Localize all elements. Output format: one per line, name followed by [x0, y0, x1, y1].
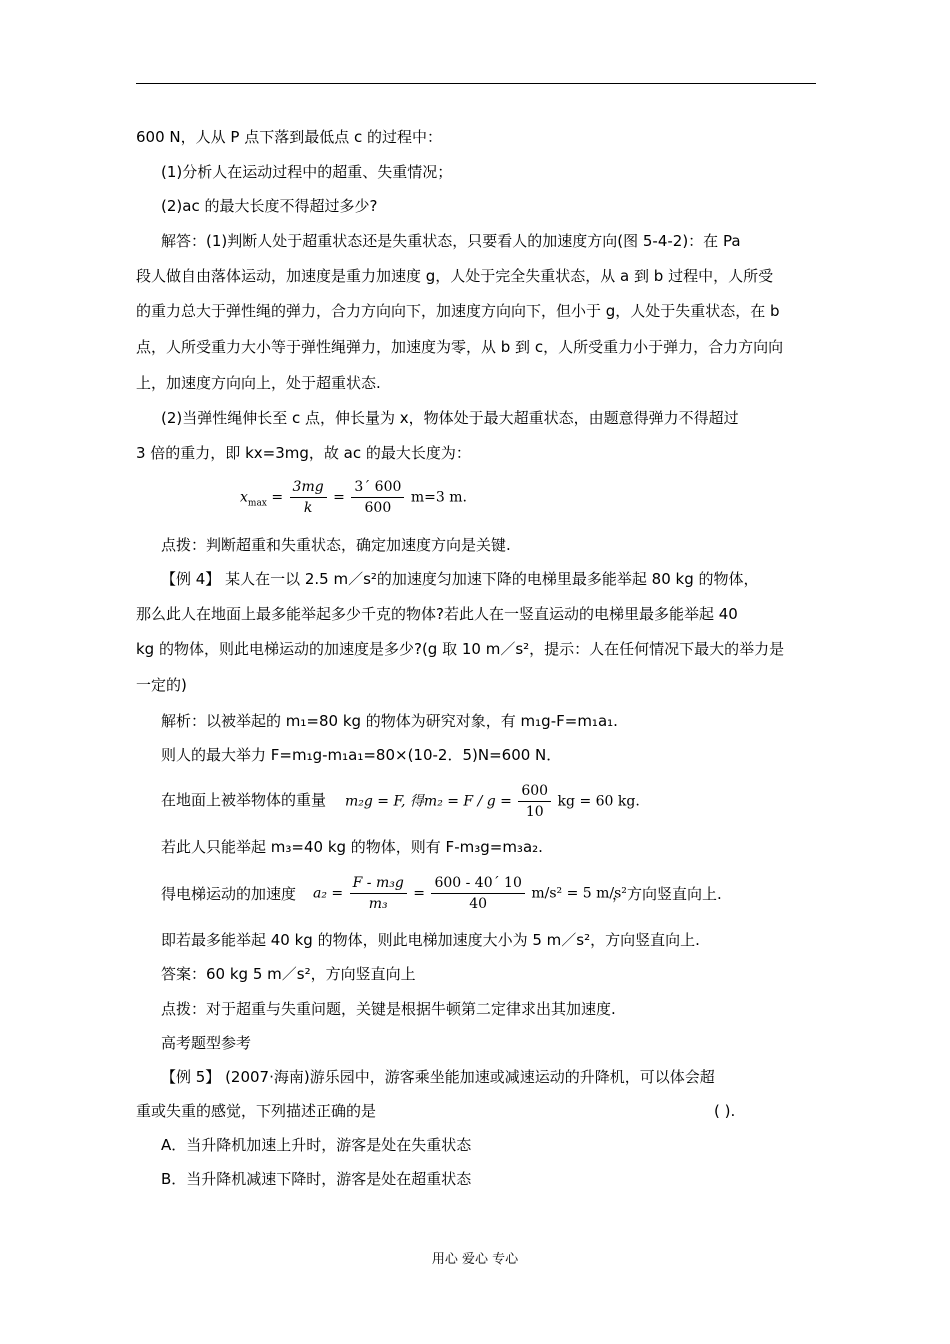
fraction-denominator: 600 — [364, 500, 392, 516]
text-line: 则人的最大举力 F=m₁g-m₁a₁=80×(10-2．5)N=600 N． — [161, 746, 562, 764]
text-line: 一定的) — [136, 676, 187, 694]
text-line: 【例 4】 某人在一以 2.5 m／s²的加速度匀加速下降的电梯里最多能举起 80 kg 的物体， — [161, 570, 759, 588]
text-line: 的重力总大于弹性绳的弹力，合力方向向下，加速度方向向下，但小于 g，人处于失重状态，在 b — [136, 302, 780, 320]
text-line: 解答：(1)判断人处于超重状态还是失重状态，只要看人的加速度方向(图 5-4-2)：在 Pa — [161, 232, 741, 250]
formula-var: x — [240, 489, 248, 506]
fraction — [351, 478, 404, 517]
text-line: 得电梯运动的加速度 — [161, 885, 297, 903]
formula-tail: kg = 60 kg. — [557, 793, 640, 810]
text-line: 段人做自由落体运动，加速度是重力加速度 g，人处于完全失重状态，从 a 到 b 过程中，人所受 — [136, 267, 774, 285]
formula-weight — [345, 782, 640, 821]
fraction-numerator: F - m₃g — [350, 874, 407, 894]
formula-tail: m=3 m. — [410, 489, 467, 506]
fraction-numerator: 3mg — [290, 478, 327, 498]
fraction-denominator: 10 — [525, 804, 544, 820]
text-line: 若此人只能举起 m₃=40 kg 的物体，则有 F-m₃g=m₃a₂. — [161, 838, 543, 856]
formula-acceleration: a₂ = $\frac{\text{F - m₃g}}{\text{m₃}}$ = $\frac{600 - 40´ 10}{40}$ m/s² = 5 m/s² — [313, 875, 627, 912]
formula-xmax — [240, 478, 467, 517]
text-line: 解析：以被举起的 m₁=80 kg 的物体为研究对象，有 m₁g-F=m₁a₁. — [161, 712, 618, 730]
formula-tail: m/s² = 5 m/s² — [531, 885, 627, 902]
text-line: 高考题型参考 — [161, 1034, 252, 1052]
text-line: 上，加速度方向向上，处于超重状态. — [136, 374, 381, 392]
formula-eq: = — [333, 489, 345, 506]
fraction-denominator: m₃ — [368, 896, 388, 912]
fraction-numerator: 600 - 40´ 10 — [431, 874, 524, 894]
text-line: 3 倍的重力，即 kx=3mg，故 ac 的最大长度为： — [136, 444, 471, 462]
text-line: kg 的物体，则此电梯运动的加速度是多少?(g 取 10 m／s²，提示：人在任何情况下最大的举力是 — [136, 640, 785, 658]
text-line: (2)当弹性绳伸长至 c 点，伸长量为 x，物体处于最大超重状态，由题意得弹力不得超过 — [161, 409, 739, 427]
formula-eq: = — [271, 489, 284, 506]
formula-expression: m₂g = F, 得m₂ = F / g = — [345, 793, 512, 810]
text-line: 重或失重的感觉，下列描述正确的是 — [136, 1102, 377, 1120]
text-line: (2)ac 的最大长度不得超过多少? — [161, 197, 378, 215]
option-a: A．当升降机加速上升时，游客是处在失重状态 — [161, 1136, 472, 1154]
text-line: 点拨：判断超重和失重状态，确定加速度方向是关键. — [161, 536, 511, 554]
fraction — [290, 478, 327, 517]
fraction-denominator: 40 — [469, 896, 488, 912]
header-rule — [136, 83, 816, 84]
text-line: 点，人所受重力大小等于弹性绳弹力，加速度为零，从 b 到 c，人所受重力小于弹力，合力方向向 — [136, 338, 784, 356]
text-line: 600 N，人从 P 点下落到最低点 c 的过程中： — [136, 128, 442, 146]
formula-sub: max — [247, 498, 267, 509]
fraction — [518, 782, 551, 821]
fraction-denominator: k — [303, 500, 313, 516]
page-footer: 用心 爱心 专心 — [431, 1252, 519, 1267]
text-line: ，方向竖直向上. — [612, 885, 722, 903]
text-line: (1)分析人在运动过程中的超重、失重情况； — [161, 163, 453, 181]
text-line: 【例 5】 (2007·海南)游乐园中，游客乘坐能加速或减速运动的升降机，可以体会超 — [161, 1068, 715, 1086]
fraction-numerator: 600 — [518, 782, 551, 802]
answer-blank: ( ). — [714, 1102, 736, 1120]
option-b: B．当升降机减速下降时，游客是处在超重状态 — [161, 1170, 472, 1188]
formula-expression: a₂ = — [313, 885, 344, 902]
text-line: 答案：60 kg 5 m／s²，方向竖直向上 — [161, 965, 416, 983]
fraction — [431, 874, 524, 913]
fraction-numerator: 3´ 600 — [351, 478, 404, 498]
fraction — [350, 874, 407, 913]
text-line: 点拨：对于超重与失重问题，关键是根据牛顿第二定律求出其加速度. — [161, 1000, 616, 1018]
text-line: 即若最多能举起 40 kg 的物体，则此电梯加速度大小为 5 m／s²，方向竖直向上. — [161, 931, 700, 949]
text-line: 在地面上被举物体的重量 — [161, 791, 327, 809]
text-line: 那么此人在地面上最多能举起多少千克的物体?若此人在一竖直运动的电梯里最多能举起 40 — [136, 605, 738, 623]
